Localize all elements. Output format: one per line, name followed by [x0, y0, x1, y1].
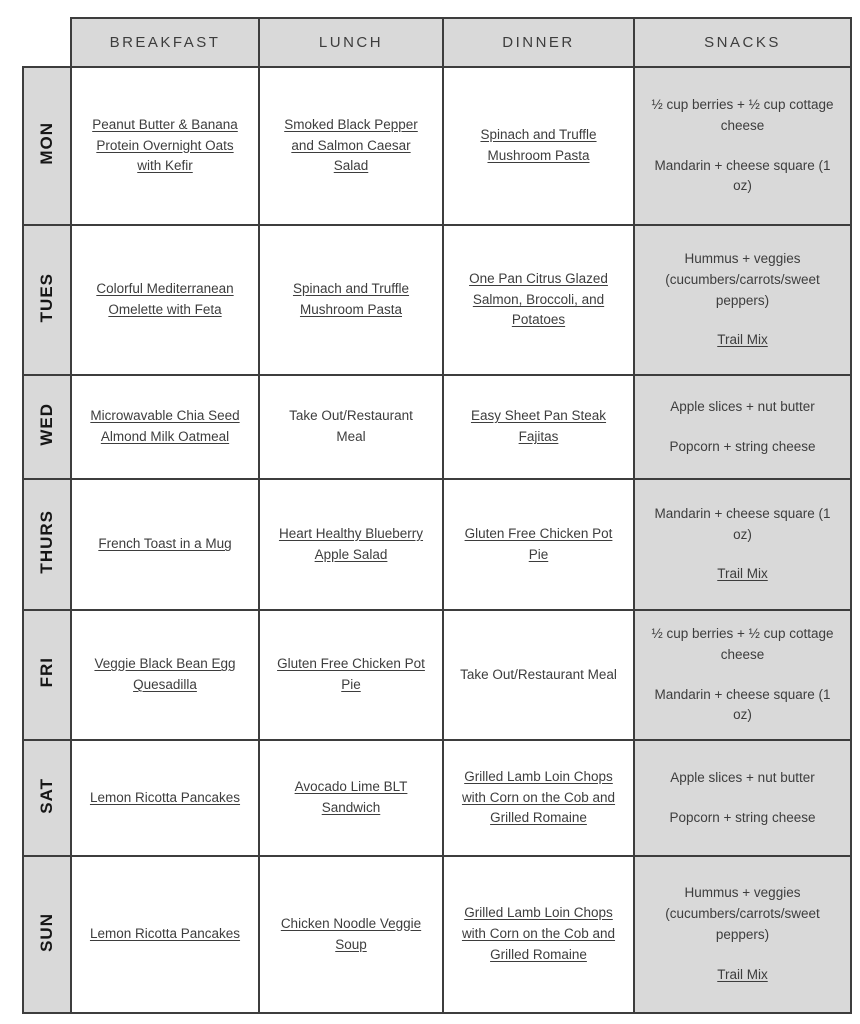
day-label-tues	[23, 225, 71, 375]
day-text: SUN	[37, 912, 56, 952]
snack-recipe-link[interactable]: Trail Mix	[717, 332, 768, 348]
snack-item: Hummus + veggies (cucumbers/carrots/sweet peppers)	[665, 885, 820, 942]
snack-item: Mandarin + cheese square (1 oz)	[654, 505, 831, 542]
snack-list	[644, 883, 841, 986]
column-header-dinner: DINNER	[443, 18, 634, 67]
cell-mon-dinner	[443, 67, 634, 225]
recipe-link[interactable]: Microwavable Chia Seed Almond Milk Oatmeal	[90, 408, 240, 444]
recipe-link[interactable]: Grilled Lamb Loin Chops with Corn on the Cob and Grilled Romaine	[461, 905, 616, 962]
corner-spacer	[23, 18, 71, 67]
cell-sun-snacks	[634, 856, 851, 1013]
snack-item: Mandarin + cheese square (1 oz)	[654, 686, 831, 723]
snack-recipe-link[interactable]: Trail Mix	[717, 966, 768, 982]
table-row-wed	[23, 375, 851, 479]
cell-thurs-dinner	[443, 479, 634, 610]
meal-text: Take Out/Restaurant Meal	[289, 408, 413, 444]
meal-plan-table	[22, 17, 852, 1014]
day-text: FRI	[37, 657, 56, 688]
snack-item: Apple slices + nut butter	[670, 398, 815, 414]
recipe-link[interactable]: One Pan Citrus Glazed Salmon, Broccoli, and Potatoes	[469, 270, 608, 328]
day-label-mon	[23, 67, 71, 225]
recipe-link[interactable]: Heart Healthy Blueberry Apple Salad	[278, 525, 424, 562]
cell-fri-lunch	[259, 610, 443, 740]
recipe-link[interactable]: Gluten Free Chicken Pot Pie	[277, 656, 425, 692]
recipe-link[interactable]: Easy Sheet Pan Steak Fajitas	[470, 408, 607, 444]
cell-wed-lunch	[259, 375, 443, 479]
recipe-link[interactable]: Lemon Ricotta Pancakes	[89, 789, 241, 805]
column-header-lunch: LUNCH	[259, 18, 443, 67]
table-row-fri	[23, 610, 851, 740]
recipe-link[interactable]: Avocado Lime BLT Sandwich	[294, 779, 408, 815]
cell-tues-breakfast	[71, 225, 259, 375]
table-row-mon	[23, 67, 851, 225]
snack-list	[644, 249, 841, 352]
column-header-snacks: SNACKS	[634, 18, 851, 67]
table-row-sun	[23, 856, 851, 1013]
cell-wed-dinner	[443, 375, 634, 479]
day-label-sun	[23, 856, 71, 1013]
snack-item: Hummus + veggies (cucumbers/carrots/sweet peppers)	[665, 250, 820, 308]
snack-item: Apple slices + nut butter	[670, 769, 815, 785]
day-label-thurs	[23, 479, 71, 610]
cell-sat-breakfast	[71, 740, 259, 856]
cell-mon-snacks	[634, 67, 851, 225]
cell-sat-snacks	[634, 740, 851, 856]
cell-mon-lunch	[259, 67, 443, 225]
recipe-link[interactable]: Chicken Noodle Veggie Soup	[280, 915, 422, 952]
snack-item: Mandarin + cheese square (1 oz)	[654, 157, 831, 194]
cell-fri-dinner	[443, 610, 634, 740]
cell-sun-lunch	[259, 856, 443, 1013]
recipe-link[interactable]: Veggie Black Bean Egg Quesadilla	[94, 656, 236, 692]
recipe-link[interactable]: Peanut Butter & Banana Protein Overnight Oats with Kefir	[92, 116, 238, 174]
cell-sat-lunch	[259, 740, 443, 856]
cell-sun-dinner	[443, 856, 634, 1013]
cell-sun-breakfast	[71, 856, 259, 1013]
snack-recipe-link[interactable]: Trail Mix	[717, 566, 768, 582]
cell-wed-breakfast	[71, 375, 259, 479]
cell-tues-lunch	[259, 225, 443, 375]
snack-list	[644, 95, 841, 198]
cell-thurs-breakfast	[71, 479, 259, 610]
cell-sat-dinner	[443, 740, 634, 856]
recipe-link[interactable]: Smoked Black Pepper and Salmon Caesar Salad	[284, 116, 418, 174]
snack-item: ½ cup berries + ½ cup cottage cheese	[651, 96, 834, 133]
cell-tues-snacks	[634, 225, 851, 375]
cell-wed-snacks	[634, 375, 851, 479]
day-text: THURS	[37, 510, 56, 574]
snack-list	[644, 624, 841, 727]
day-label-wed	[23, 375, 71, 479]
snack-item: ½ cup berries + ½ cup cottage cheese	[651, 625, 834, 662]
snack-list	[644, 768, 841, 829]
day-text: TUES	[37, 272, 56, 323]
table-row-tues	[23, 225, 851, 375]
snack-item: Popcorn + string cheese	[669, 438, 816, 454]
cell-fri-breakfast	[71, 610, 259, 740]
recipe-link[interactable]: Lemon Ricotta Pancakes	[89, 926, 241, 942]
day-text: WED	[37, 403, 56, 446]
recipe-link[interactable]: Spinach and Truffle Mushroom Pasta	[292, 281, 410, 317]
day-label-sat	[23, 740, 71, 856]
recipe-link[interactable]: Spinach and Truffle Mushroom Pasta	[480, 127, 597, 163]
column-header-breakfast: BREAKFAST	[71, 18, 259, 67]
cell-thurs-lunch	[259, 479, 443, 610]
table-row-sat	[23, 740, 851, 856]
cell-thurs-snacks	[634, 479, 851, 610]
table-row-thurs	[23, 479, 851, 610]
cell-fri-snacks	[634, 610, 851, 740]
cell-mon-breakfast	[71, 67, 259, 225]
recipe-link[interactable]: French Toast in a Mug	[98, 536, 232, 552]
snack-list	[644, 504, 841, 586]
day-label-fri	[23, 610, 71, 740]
recipe-link[interactable]: Gluten Free Chicken Pot Pie	[464, 525, 613, 562]
meal-text: Take Out/Restaurant Meal	[460, 666, 617, 682]
day-text: MON	[37, 122, 56, 165]
header-row	[23, 18, 851, 67]
cell-tues-dinner	[443, 225, 634, 375]
snack-item: Popcorn + string cheese	[669, 809, 816, 825]
recipe-link[interactable]: Colorful Mediterranean Omelette with Feta	[96, 281, 234, 317]
recipe-link[interactable]: Grilled Lamb Loin Chops with Corn on the Cob and Grilled Romaine	[461, 768, 616, 826]
snack-list	[644, 397, 841, 458]
day-text: SAT	[37, 777, 56, 814]
